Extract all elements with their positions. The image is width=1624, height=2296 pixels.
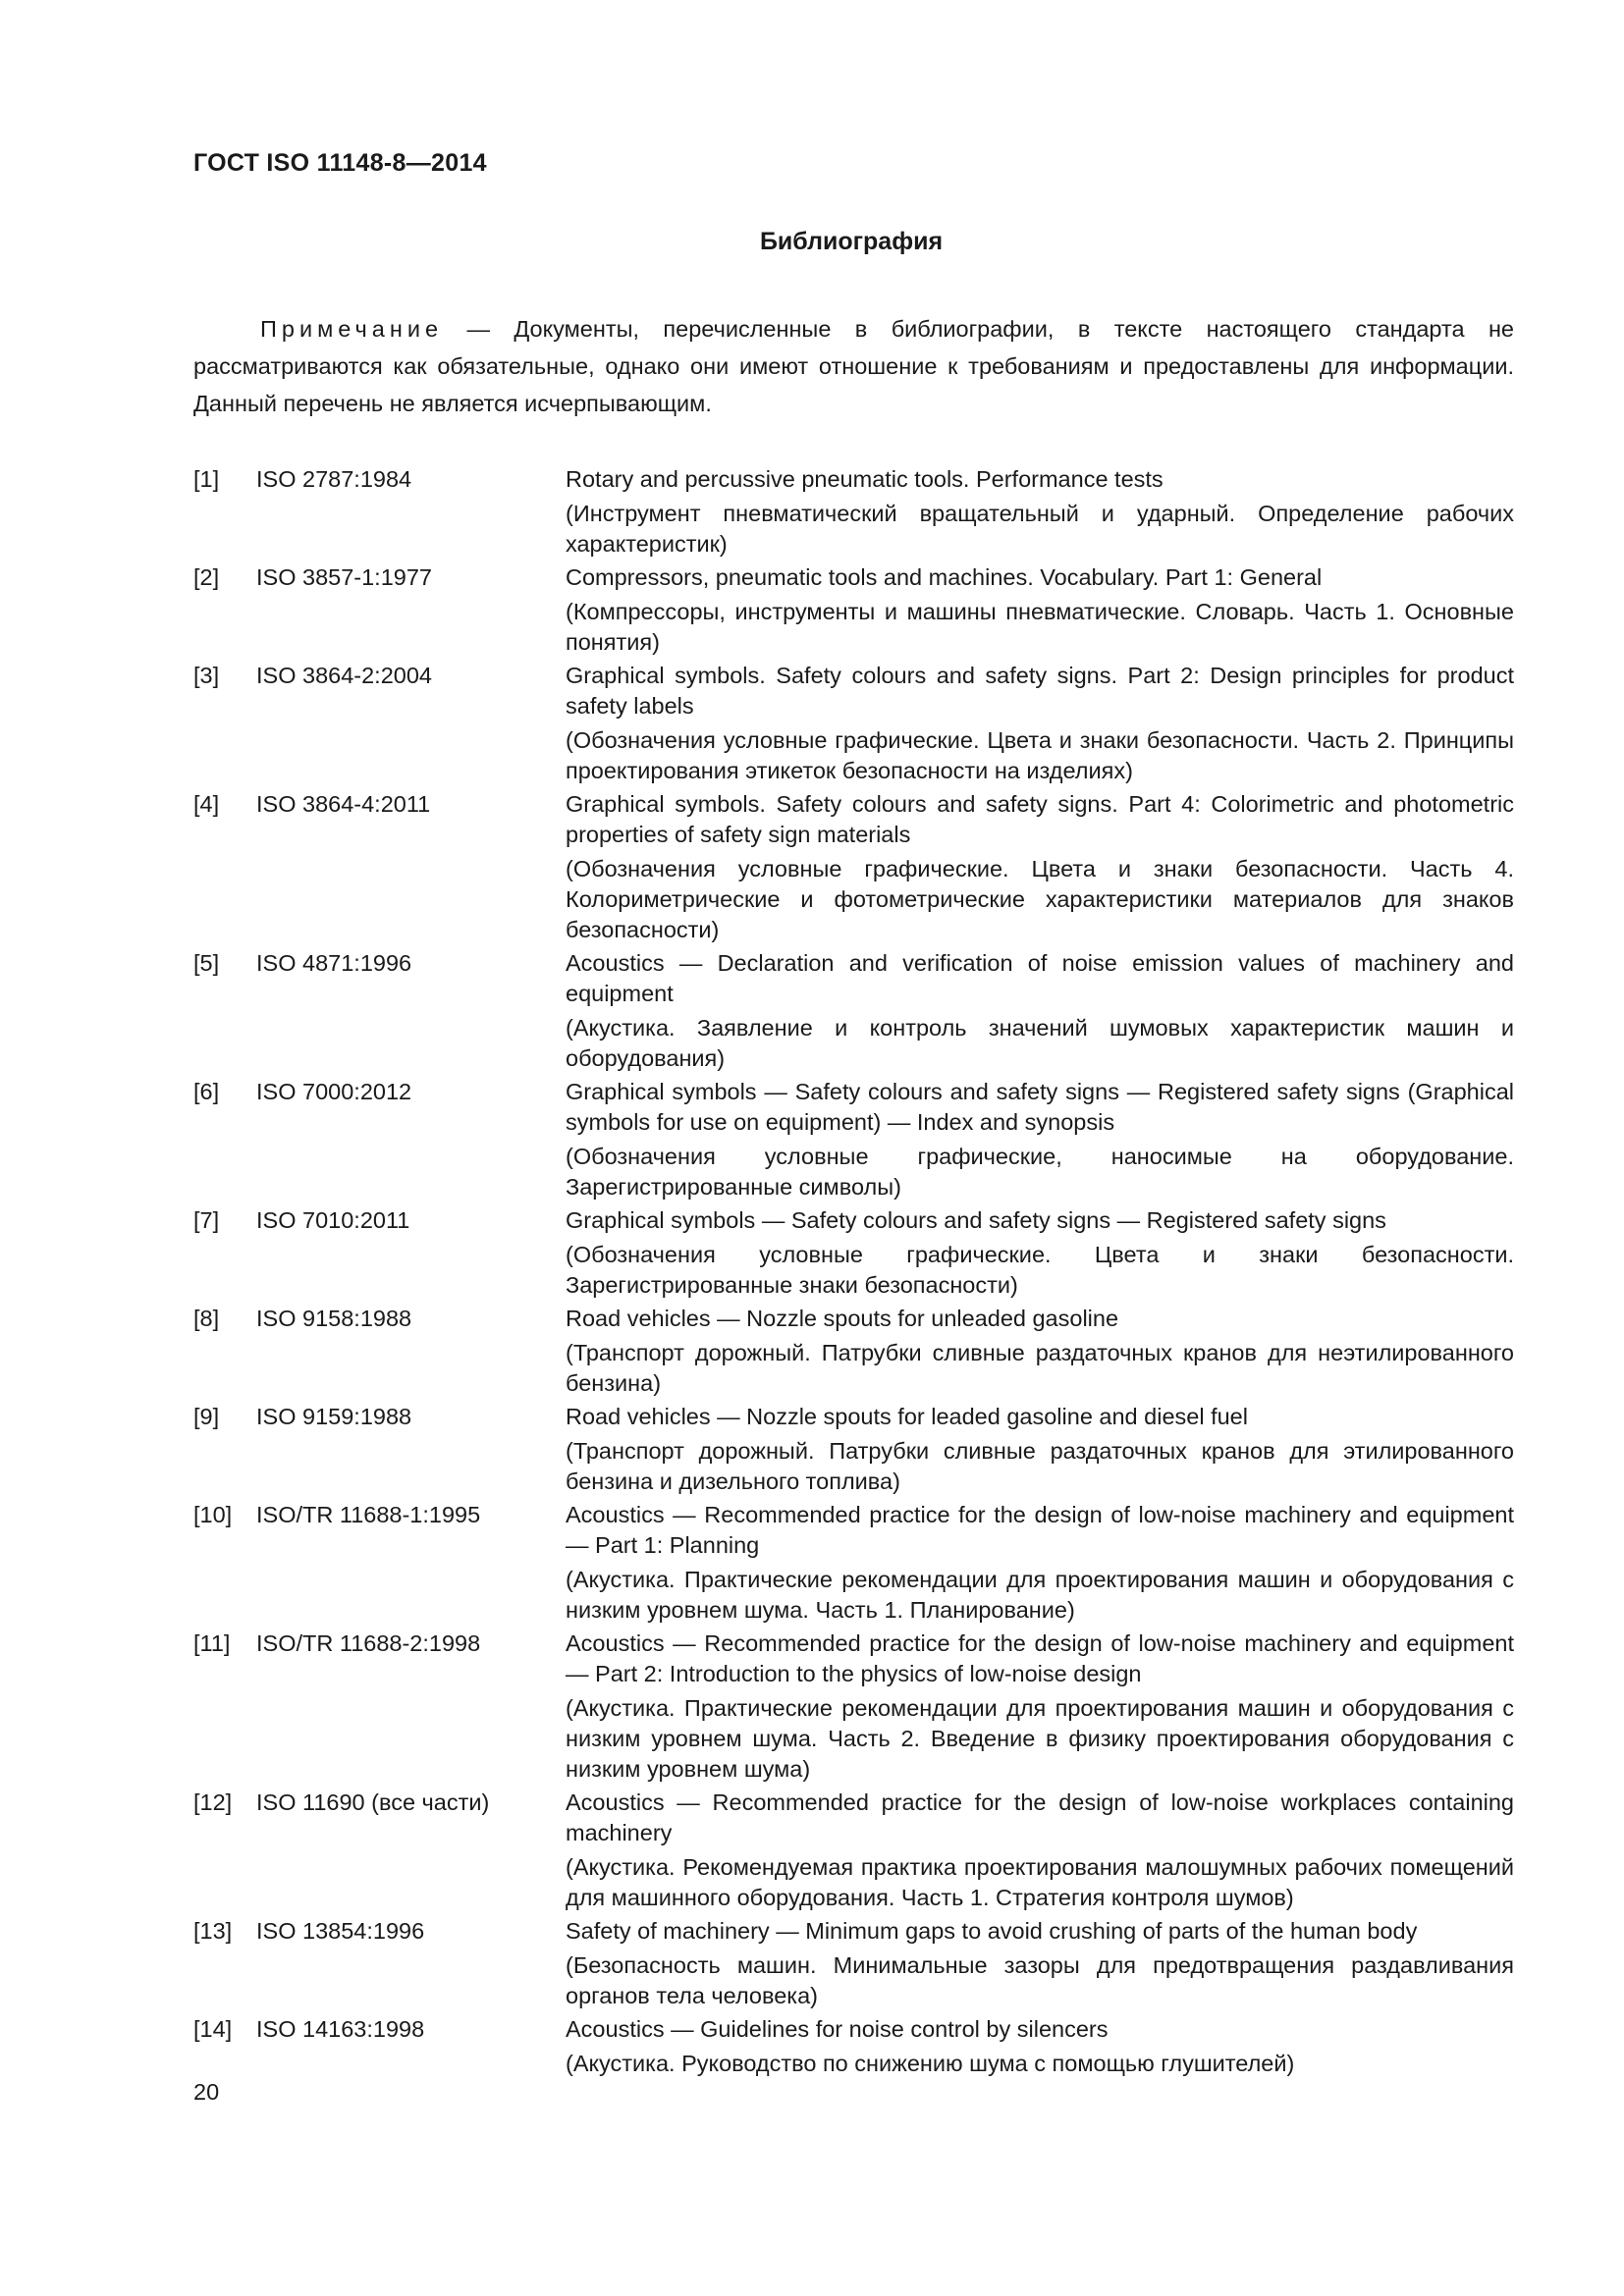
entry-standard-code: ISO 3857-1:1977 — [256, 564, 432, 590]
entry-standard-code: ISO 7010:2011 — [256, 1207, 410, 1233]
bibliography-entry — [193, 1916, 1514, 2014]
entry-number: [2] — [193, 564, 220, 590]
entry-number: [6] — [193, 1079, 220, 1104]
entry-title-english: Graphical symbols — Safety colours and safety signs — Registered safety signs (Graphical symbols for use on equipment) — Index and synopsis — [566, 1079, 1514, 1135]
entry-title-russian: (Транспорт дорожный. Патрубки сливные раздаточных кранов для неэтилированного бензина) — [566, 1340, 1514, 1396]
note-text: — Документы, перечисленные в библиографии, в тексте настоящего стандарта не рассматриваются как обязательные, однако они имеют отношение к требованиям и предоставлены для информации. Данный перечень не является исчерпывающим. — [193, 316, 1514, 416]
bibliography-entry — [193, 464, 1514, 562]
entry-number: [7] — [193, 1207, 220, 1233]
bibliography-entry — [193, 1500, 1514, 1629]
bibliography-list — [193, 464, 1514, 2082]
note-label: Примечание — [260, 316, 444, 342]
entry-standard-code: ISO 11690 (все части) — [256, 1789, 490, 1815]
note-paragraph — [193, 310, 1514, 422]
entry-standard-code: ISO 3864-4:2011 — [256, 791, 431, 817]
page-number: 20 — [193, 2079, 220, 2105]
entry-description — [566, 562, 1514, 661]
bibliography-entry — [193, 1205, 1514, 1304]
bibliography-entry — [193, 789, 1514, 948]
bibliography-entry — [193, 1304, 1514, 1402]
entry-title-english: Safety of machinery — Minimum gaps to avoid crushing of parts of the human body — [566, 1918, 1418, 1944]
entry-description — [566, 1788, 1514, 1916]
entry-description — [566, 464, 1514, 562]
entry-standard-code: ISO/TR 11688-1:1995 — [256, 1502, 481, 1527]
entry-standard-code: ISO 9158:1988 — [256, 1306, 412, 1331]
entry-description — [566, 661, 1514, 789]
entry-number: [8] — [193, 1306, 220, 1331]
entry-title-english: Acoustics — Recommended practice for the design of low-noise machinery and equipment — Part 2: Introduction to the physics of low-noise design — [566, 1630, 1514, 1686]
entry-title-russian: (Безопасность машин. Минимальные зазоры для предотвращения раздавливания органов тела человека) — [566, 1952, 1514, 2008]
entry-title-english: Road vehicles — Nozzle spouts for unleaded gasoline — [566, 1306, 1119, 1331]
entry-standard-code: ISO/TR 11688-2:1998 — [256, 1630, 481, 1656]
entry-title-english: Acoustics — Recommended practice for the design of low-noise machinery and equipment — Part 1: Planning — [566, 1502, 1514, 1558]
bibliography-entry — [193, 1402, 1514, 1500]
entry-standard-code: ISO 14163:1998 — [256, 2016, 425, 2042]
bibliography-entry — [193, 661, 1514, 789]
entry-title-russian: (Акустика. Практические рекомендации для проектирования машин и оборудования с низким уровнем шума. Часть 1. Планирование) — [566, 1567, 1514, 1623]
entry-description — [566, 789, 1514, 948]
entry-description — [566, 1916, 1514, 2014]
entry-number: [9] — [193, 1404, 220, 1429]
bibliography-entry — [193, 1077, 1514, 1205]
entry-description — [566, 1500, 1514, 1629]
entry-title-russian: (Акустика. Руководство по снижению шума с помощью глушителей) — [566, 2051, 1295, 2076]
entry-title-english: Graphical symbols. Safety colours and safety signs. Part 4: Colorimetric and photometric properties of safety sign materials — [566, 791, 1514, 847]
entry-number: [1] — [193, 466, 220, 492]
entry-title-english: Graphical symbols. Safety colours and safety signs. Part 2: Design principles for product safety labels — [566, 663, 1514, 719]
entry-description — [566, 1205, 1514, 1304]
entry-standard-code: ISO 13854:1996 — [256, 1918, 425, 1944]
entry-number: [12] — [193, 1789, 233, 1815]
entry-title-english: Acoustics — Guidelines for noise control by silencers — [566, 2016, 1109, 2042]
entry-standard-code: ISO 2787:1984 — [256, 466, 412, 492]
entry-standard-code: ISO 7000:2012 — [256, 1079, 412, 1104]
entry-description — [566, 1629, 1514, 1788]
entry-description — [566, 1077, 1514, 1205]
bibliography-entry — [193, 948, 1514, 1077]
entry-title-english: Rotary and percussive pneumatic tools. Performance tests — [566, 466, 1164, 492]
standard-header: ГОСТ ISO 11148-8—2014 — [193, 149, 487, 177]
entry-title-english: Road vehicles — Nozzle spouts for leaded gasoline and diesel fuel — [566, 1404, 1248, 1429]
entry-number: [5] — [193, 950, 220, 976]
bibliography-entry — [193, 562, 1514, 661]
entry-title-english: Compressors, pneumatic tools and machines. Vocabulary. Part 1: General — [566, 564, 1323, 590]
entry-title-russian: (Компрессоры, инструменты и машины пневматические. Словарь. Часть 1. Основные понятия) — [566, 599, 1514, 655]
entry-title-russian: (Акустика. Заявление и контроль значений шумовых характеристик машин и оборудования) — [566, 1015, 1514, 1071]
entry-title-english: Graphical symbols — Safety colours and safety signs — Registered safety signs — [566, 1207, 1386, 1233]
entry-title-english: Acoustics — Recommended practice for the design of low-noise workplaces containing machinery — [566, 1789, 1514, 1845]
bibliography-entry — [193, 1629, 1514, 1788]
entry-title-english: Acoustics — Declaration and verification of noise emission values of machinery and equipment — [566, 950, 1514, 1006]
bibliography-entry — [193, 1788, 1514, 1916]
page-title: Библиография — [759, 228, 944, 255]
entry-number: [14] — [193, 2016, 233, 2042]
entry-title-russian: (Акустика. Рекомендуемая практика проектирования малошумных рабочих помещений для машинного оборудования. Часть 1. Стратегия контроля шумов) — [566, 1854, 1514, 1910]
entry-standard-code: ISO 4871:1996 — [256, 950, 412, 976]
entry-number: [10] — [193, 1502, 233, 1527]
entry-number: [13] — [193, 1918, 233, 1944]
entry-number: [11] — [193, 1630, 231, 1656]
entry-description — [566, 1402, 1514, 1500]
bibliography-entry — [193, 2014, 1514, 2082]
entry-title-russian: (Транспорт дорожный. Патрубки сливные раздаточных кранов для этилированного бензина и дизельного топлива) — [566, 1438, 1514, 1494]
entry-standard-code: ISO 9159:1988 — [256, 1404, 412, 1429]
entry-title-russian: (Обозначения условные графические. Цвета и знаки безопасности. Часть 4. Колориметрические и фотометрические характеристики материалов для знаков безопасности) — [566, 856, 1514, 942]
entry-description — [566, 1304, 1514, 1402]
entry-title-russian: (Обозначения условные графические. Цвета и знаки безопасности. Зарегистрированные знаки безопасности) — [566, 1242, 1514, 1298]
entry-title-russian: (Обозначения условные графические, наносимые на оборудование. Зарегистрированные символы) — [566, 1144, 1514, 1200]
entry-description — [566, 948, 1514, 1077]
entry-description — [566, 2014, 1514, 2082]
entry-title-russian: (Акустика. Практические рекомендации для проектирования машин и оборудования с низким уровнем шума. Часть 2. Введение в физику проектирования оборудования с низким уровнем шума) — [566, 1695, 1514, 1782]
entry-number: [4] — [193, 791, 220, 817]
entry-standard-code: ISO 3864-2:2004 — [256, 663, 432, 688]
entry-number: [3] — [193, 663, 220, 688]
entry-title-russian: (Обозначения условные графические. Цвета и знаки безопасности. Часть 2. Принципы проектирования этикеток безопасности на изделиях) — [566, 727, 1514, 783]
entry-title-russian: (Инструмент пневматический вращательный и ударный. Определение рабочих характеристик) — [566, 501, 1514, 557]
